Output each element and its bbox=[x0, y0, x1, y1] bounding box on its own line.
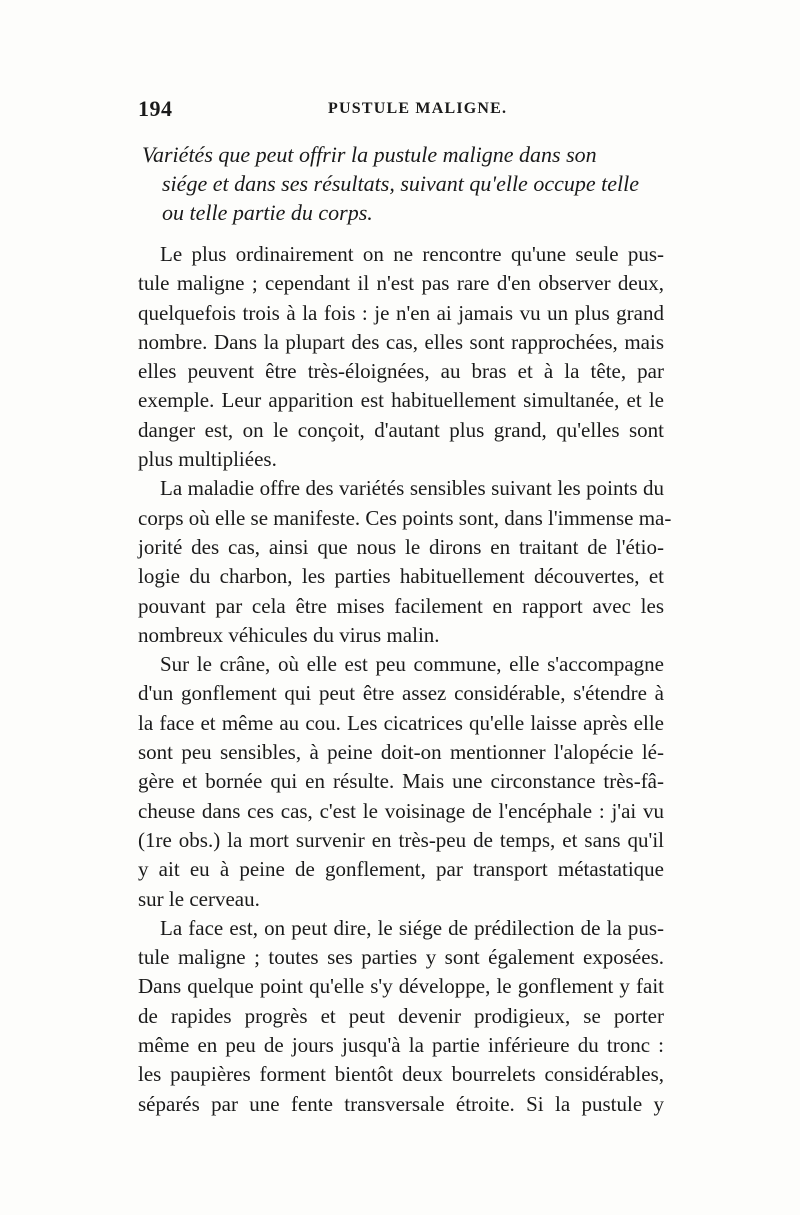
body-text bbox=[138, 240, 672, 1119]
section-heading bbox=[142, 140, 666, 227]
heading-line: siége et dans ses résultats, suivant qu'elle occupe telle bbox=[162, 171, 639, 196]
text-line: elles peuvent être très-éloignées, au bras et à la tête, par bbox=[138, 359, 664, 384]
text-line: sont peu sensibles, à peine doit-on mentionner l'alopécie lé- bbox=[138, 740, 664, 765]
heading-line: ou telle partie du corps. bbox=[162, 200, 373, 225]
text-line: y ait eu à peine de gonflement, par transport métastatique bbox=[138, 857, 664, 882]
text-line: (1re obs.) la mort survenir en très-peu de temps, et sans qu'il bbox=[138, 827, 664, 852]
text-line: La maladie offre des variétés sensibles suivant les points du bbox=[160, 476, 664, 501]
text-line: la face et même au cou. Les cicatrices qu'elle laisse après elle bbox=[138, 710, 664, 735]
text-line: les paupières forment bientôt deux bourrelets considérables, bbox=[138, 1062, 664, 1087]
text-line: plus multipliées. bbox=[138, 447, 277, 472]
page-number: 194 bbox=[138, 96, 173, 121]
text-line: La face est, on peut dire, le siége de prédilection de la pus- bbox=[160, 915, 664, 940]
heading-line: Variétés que peut offrir la pustule maligne dans son bbox=[142, 142, 597, 167]
text-line: sur le cerveau. bbox=[138, 886, 260, 911]
text-line: tule maligne ; cependant il n'est pas rare d'en observer deux, bbox=[138, 271, 664, 296]
text-line: logie du charbon, les parties habituellement découvertes, et bbox=[138, 564, 664, 589]
text-line: pouvant par cela être mises facilement en rapport avec les bbox=[138, 593, 664, 618]
text-line: nombre. Dans la plupart des cas, elles sont rapprochées, mais bbox=[138, 329, 664, 354]
text-line: d'un gonflement qui peut être assez considérable, s'étendre à bbox=[138, 681, 664, 706]
text-line: Le plus ordinairement on ne rencontre qu'une seule pus- bbox=[160, 242, 664, 266]
text-line: danger est, on le conçoit, d'autant plus grand, qu'elles sont bbox=[138, 417, 664, 442]
page-header bbox=[138, 96, 658, 122]
text-line: jorité des cas, ainsi que nous le dirons en traitant de l'étio- bbox=[138, 534, 664, 559]
text-line: nombreux véhicules du virus malin. bbox=[138, 622, 440, 647]
text-line: séparés par une fente transversale étroite. Si la pustule y bbox=[138, 1091, 664, 1116]
text-line: Dans quelque point qu'elle s'y développe, le gonflement y fait bbox=[138, 974, 664, 999]
text-line: tule maligne ; toutes ses parties y sont également exposées. bbox=[138, 945, 664, 970]
text-line: quelquefois trois à la fois : je n'en ai jamais vu un plus grand bbox=[138, 300, 664, 325]
text-line: Sur le crâne, où elle est peu commune, elle s'accompagne bbox=[160, 652, 664, 677]
text-line: même en peu de jours jusqu'à la partie inférieure du tronc : bbox=[138, 1033, 664, 1058]
text-line: cheuse dans ces cas, c'est le voisinage de l'encéphale : j'ai vu bbox=[138, 798, 664, 823]
running-title: PUSTULE MALIGNE. bbox=[328, 100, 508, 117]
text-line: corps où elle se manifeste. Ces points sont, dans l'immense ma- bbox=[138, 505, 672, 530]
text-line: de rapides progrès et peut devenir prodigieux, se porter bbox=[138, 1003, 664, 1028]
text-line: exemple. Leur apparition est habituellement simultanée, et le bbox=[138, 388, 664, 413]
text-line: gère et bornée qui en résulte. Mais une circonstance très-fâ- bbox=[138, 769, 664, 794]
